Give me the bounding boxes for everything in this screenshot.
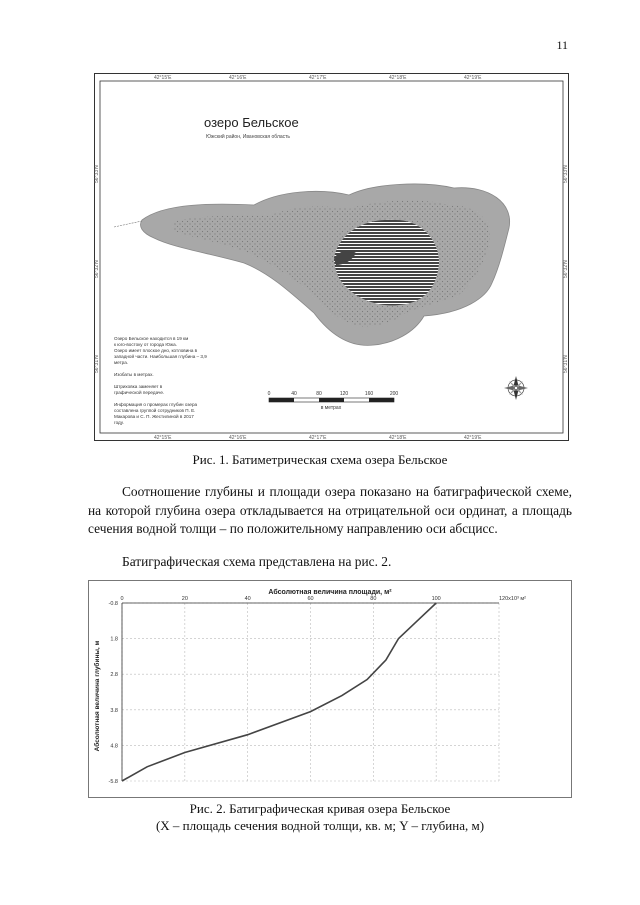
info-line: Изобаты в метрах. [114,372,154,377]
figure1-caption: Рис. 1. Батиметрическая схема озера Бельское [192,452,448,467]
info-line: составлена группой сотрудников П. Е. [114,408,196,413]
info-line: метра. [114,360,129,365]
info-line: графической передаче. [114,390,165,395]
scale-tick: 0 [267,391,271,397]
info-line: году. [114,420,124,425]
map-title: озеро Бельское [204,115,299,130]
x-tick-label: 120x10³ м² [499,596,527,602]
coord-label: 42°17'E [309,75,327,81]
figure2-caption-line1: Рис. 2. Батиграфическая кривая озера Бельское [189,801,451,816]
coord-label: 56°32'N [94,260,100,278]
coord-label: 56°33'N [94,165,100,183]
scale-tick: 80 [316,391,322,397]
info-line: Озеро Бельское находится в 19 км [114,336,189,341]
coord-label: 42°16'E [229,75,247,81]
x-tick-label: 100 [431,596,441,602]
page-number: 11 [556,38,568,52]
y-tick-label: -0.8 [108,601,118,607]
y-tick-label: 4.8 [110,743,118,750]
y-tick-label: 3.8 [110,707,118,714]
coord-label: 42°17'E [309,435,327,441]
scale-tick: 120 [339,391,349,397]
coord-label: 42°19'E [464,75,482,81]
info-line: западной части. Наибольшая глубина – 3,9 [114,354,207,359]
coord-label: 56°31'N [563,355,569,373]
coord-label: 42°18'E [389,435,407,441]
coord-label: 56°33'N [563,165,569,183]
x-tick-labels [120,596,526,602]
paragraph-2: Батиграфическая схема представлена на рис. 2. [122,554,392,569]
x-tick-label: 60 [307,596,314,602]
scale-tick: 160 [364,391,374,397]
info-line: Штриховка заменяет в [114,384,163,389]
figure2-caption-line2: (X – площадь сечения водной толщи, кв. м; Y – глубина, м) [155,818,485,833]
x-tick-label: 80 [370,596,377,602]
info-line: Информация о промерах глубин озера [114,402,198,407]
coord-label: 42°18'E [389,75,407,81]
bathygraphic-chart [89,581,571,797]
y-tick-label: -5.8 [108,779,118,785]
x-tick-label: 40 [244,596,251,602]
coord-label: 56°32'N [563,260,569,278]
coord-label: 42°16'E [229,435,247,441]
info-line: Макарова и С. П. Жестилиной в 2017 [114,414,194,419]
figure2-caption [0,800,640,834]
map-subtitle: Южский район, Ивановская область [206,134,291,140]
chart-y-axis-label: Абсолютная величина глубины, м [94,640,101,752]
coord-label: 42°15'E [154,435,172,441]
bathymetric-map [94,73,569,441]
y-tick-label: 1.8 [110,636,118,643]
info-line: Озеро имеет плоское дно, котловина в [114,348,198,353]
coord-label: 56°31'N [94,355,100,373]
series-line-bathygraphic-curve [122,603,436,781]
scale-tick: 200 [389,391,399,397]
coord-label: 42°19'E [464,435,482,441]
y-tick-label: 2.8 [110,672,118,679]
coord-label: 42°15'E [154,75,172,81]
y-tick-labels [109,601,118,785]
bathygraphic-chart-frame [88,580,572,798]
x-tick-label: 0 [120,596,124,602]
scale-unit: в метрах [320,405,342,411]
info-line: к юго-востоку от города Южа. [114,342,177,347]
x-tick-label: 20 [181,596,188,602]
paragraph-1: Соотношение глубины и площади озера показано на батиграфической схеме, на которой глубина озера откладывается на отрицательной оси ординат, а площадь сечения водной толщи – по положительному направлению оси абсцисс. [88,484,572,537]
scale-tick: 40 [291,391,297,397]
chart-title: Абсолютная величина площади, м² [268,589,392,596]
